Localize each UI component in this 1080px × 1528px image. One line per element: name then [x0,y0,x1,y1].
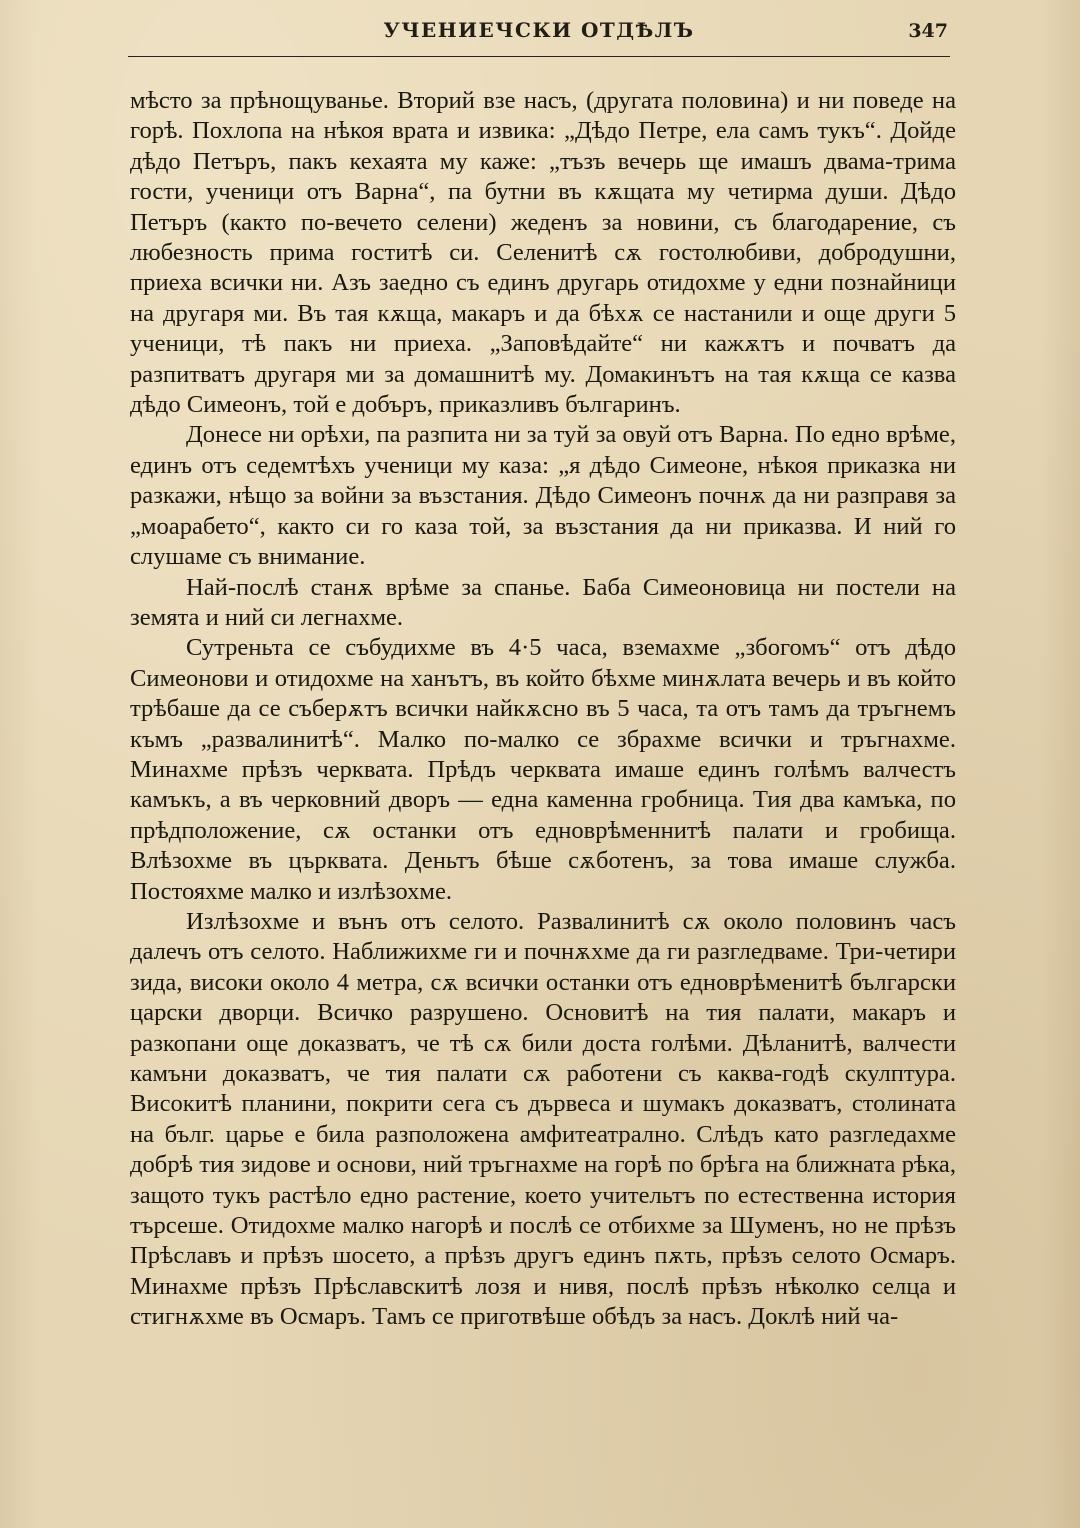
page-number: 347 [908,20,948,42]
paragraph-5: Излѣзохме и вънъ отъ селото. Развалинитѣ сѫ около половинъ часъ далечъ отъ селото. Наближихме ги и почнѫхме да ги разгледваме. Три-четири зида, високи около 4 метра, сѫ всички останки отъ едноврѣменитѣ български царски дворци. Всичко разрушено. Основитѣ на тия палати, макаръ и разкопани още доказватъ, че тѣ сѫ били доста голѣми. Дѣланитѣ, валчести камъни доказватъ, че тия палати сѫ работени съ каква-годѣ скулптура. Високитѣ планини, покрити сега съ дървеса и шумакъ доказватъ, столината на бълг. царье е била разположена амфитеатрално. Слѣдъ като разгледахме добрѣ тия зидове и основи, ний тръгнахме на горѣ по брѣга на ближната рѣка, защото тукъ растѣло едно растение, което учительтъ по естественна история търсеше. Отидохме малко нагорѣ и послѣ се отбихме за Шуменъ, но не прѣзъ Прѣславъ и прѣзъ шосето, а прѣзъ другъ единъ пѫть, прѣзъ селото Осмаръ. Минахме прѣзъ Прѣславскитѣ лозя и нивя, послѣ прѣзъ нѣколко селца и стигнѫхме въ Осмаръ. Тамъ се приготвѣше обѣдъ за насъ. Доклѣ ний ча- [130,907,956,1331]
paragraph-3: Най-послѣ станѫ врѣме за спанье. Баба Симеоновица ни постели на земята и ний си легнахме. [130,573,956,631]
paragraph-2: Донесе ни орѣхи, па разпита ни за туй за овуй отъ Варна. По едно врѣме, единъ отъ седемтѣхъ ученици му каза: „я дѣдо Симеоне, нѣкоя приказка ни разкажи, нѣщо за войни за възстания. Дѣдо Симеонъ почнѫ да ни разправя за „моарабето“, както си го каза той, за възстания да ни приказва. И ний го слушаме съ внимание. [130,421,956,571]
body-text [130,86,956,1333]
page-header [128,14,950,57]
section-title: УЧЕНИЕЧСКИ ОТДѢЛЪ [383,18,695,42]
paragraph-4: Сутреньта се събудихме въ 4·5 часа, вземахме „збогомъ“ отъ дѣдо Симеонови и отидохме на ханътъ, въ който бѣхме минѫлата вечерь и въ който трѣбаше да се съберѫтъ всички найкѫсно въ 5 часа, та отъ тамъ да тръгнемъ къмъ „развалинитѣ“. Малко по-малко се збрахме всички и тръгнахме. Минахме прѣзъ черквата. Прѣдъ черквата имаше единъ голѣмъ валчестъ камъкъ, а въ черковний дворъ — една каменна гробница. Тия два камъка, по прѣдположение, сѫ останки отъ едноврѣменнитѣ палати и гробища. Влѣзохме въ църквата. Деньтъ бѣше сѫботенъ, за това имаше служба. Постояхме малко и излѣзохме. [130,634,956,905]
paragraph-1: мѣсто за прѣнощуванье. Вторий взе насъ, (другата половина) и ни поведе на горѣ. Похлопа на нѣкоя врата и извика: „Дѣдо Петре, ела самъ тукъ“. Дойде дѣдо Петъръ, пакъ кехаята му каже: „тъзъ вечерь ще имашъ двама-трима гости, ученици отъ Варна“, па бутни въ кѫщата му четирма души. Дѣдо Петъръ (както по-вечето селени) жеденъ за новини, съ благодарение, съ любезность прима гоститѣ си. Селенитѣ сѫ гостолюбиви, добродушни, приеха всички ни. Азъ заедно съ единъ другарь отидохме у едни познайници на другаря ми. Въ тая кѫща, макаръ и да бѣхѫ се настанили и още други 5 ученици, тѣ пакъ ни приеха. „Заповѣдайте“ ни кажѫтъ и почватъ да разпитватъ другаря ми за домашнитѣ му. Домакинътъ на тая кѫща се казва дѣдо Симеонъ, той е добъръ, приказливъ българинъ. [130,87,956,419]
